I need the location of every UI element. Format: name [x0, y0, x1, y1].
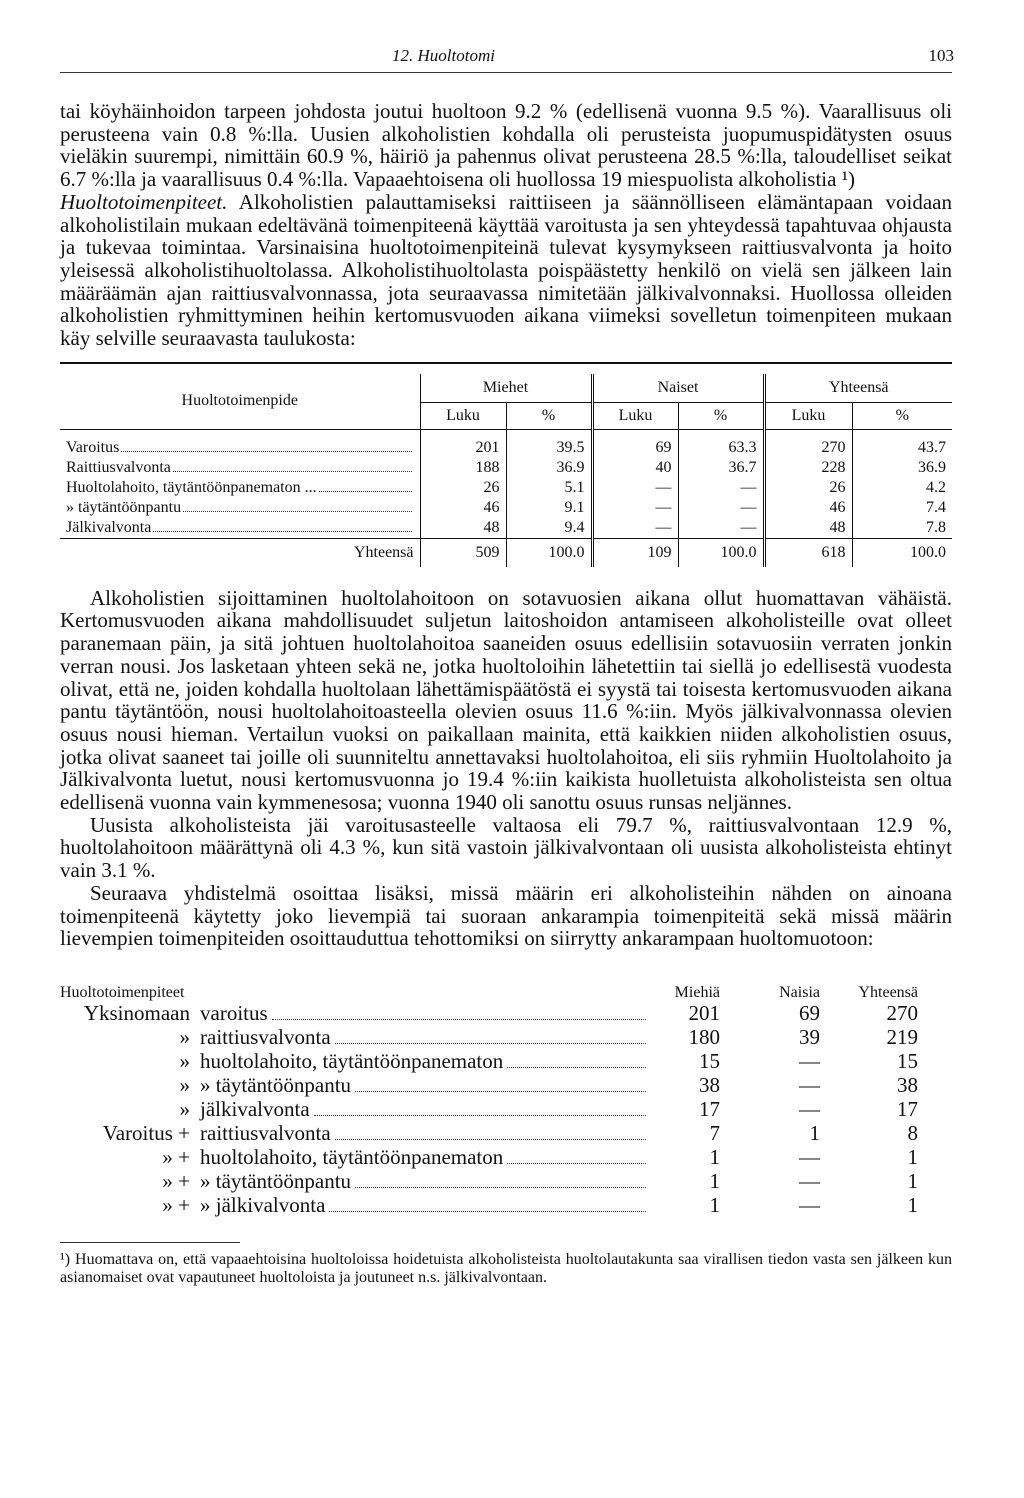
total-count: 46: [764, 498, 852, 518]
summary-col-total: Yhteensä: [858, 983, 918, 1001]
summary-men: 15: [699, 1048, 720, 1073]
women-percent: —: [678, 478, 764, 498]
summary-total: 17: [897, 1096, 918, 1121]
summary-total: 1: [907, 1168, 918, 1193]
summary-women: —: [799, 1096, 820, 1121]
paragraph-5: Seuraava yhdistelmä osoittaa lisäksi, missä määrin eri alkoholisteihin nähden on ainoana toimenpiteenä käytetty joko lievempiä tai suoraan ankarampia toimenpiteitä sekä missä määrin lievempien toimenpiteiden osoittauduttua tehottomiksi on siirrytty ankarampaan huoltomuotoon:: [60, 880, 952, 951]
footnote: ¹) Huomattava on, että vapaaehtoisina huoltoloissa hoidetuista alkoholisteista huoltolautakunta saa virallisen tiedon vasta sen jälkeen kun asianomaiset ovat vapautuneet huoltoloista ja joutuneet n.s. jälkivalvontaan.: [60, 1250, 952, 1286]
summary-row-label: Yksinomaan varoitus: [60, 1001, 652, 1026]
women-count: —: [592, 518, 678, 539]
row-label: » täytäntöönpantu: [60, 498, 420, 518]
summary-men: 7: [709, 1120, 720, 1145]
total-count: 270: [764, 438, 852, 458]
summary-women: 69: [799, 1000, 820, 1025]
summary-table: [60, 976, 952, 1218]
women-percent: 36.7: [678, 458, 764, 478]
men-count: 201: [420, 438, 506, 458]
summary-col-men: Miehiä: [674, 983, 720, 1001]
summary-men: 1: [709, 1192, 720, 1217]
paragraph-4: Uusista alkoholisteista jäi varoitusasteelle valtaosa eli 79.7 %, raittiusvalvontaan 12.9 %, huoltolahoitoon määrättynä oli 4.3 %, kun sitä vastoin jälkivalvontaan oli uusista alkoholisteista ehtinyt vain 3.1 %.: [60, 812, 952, 883]
summary-total: 219: [886, 1024, 918, 1049]
total-label: Yhteensä: [60, 538, 420, 567]
paragraph-2: [60, 191, 952, 350]
women-count: —: [592, 478, 678, 498]
summary-women: —: [799, 1048, 820, 1073]
total-count: 618: [764, 538, 852, 567]
summary-row: [60, 1026, 952, 1050]
summary-row: [60, 1122, 952, 1146]
summary-col-women: Naisia: [779, 983, 820, 1001]
summary-total: 1: [907, 1192, 918, 1217]
subcol-count: Luku: [764, 402, 852, 429]
women-count: —: [592, 498, 678, 518]
summary-row: [60, 1098, 952, 1122]
summary-row-label: » » täytäntöönpantu: [60, 1073, 652, 1098]
summary-total: 8: [907, 1120, 918, 1145]
footnote-rule: [60, 1242, 240, 1243]
summary-row-label: Varoitus + raittiusvalvonta: [60, 1121, 652, 1146]
subcol-percent: %: [506, 402, 592, 429]
subcol-count: Luku: [420, 402, 506, 429]
running-header: [60, 38, 952, 68]
table-row: [60, 438, 952, 458]
subcol-percent: %: [852, 402, 952, 429]
men-percent: 9.1: [506, 498, 592, 518]
total-women-count: 109: [592, 538, 678, 567]
paragraph-2-heading: Huoltotoimenpiteet.: [60, 189, 228, 214]
summary-total: 1: [907, 1144, 918, 1169]
subcol-percent: %: [678, 402, 764, 429]
table-row: [60, 518, 952, 539]
paragraph-3: Alkoholistien sijoittaminen huoltolahoitoon on sotavuosien aikana ollut huomattavan vähäistä. Kertomusvuoden aikana mahdollisuudet suljetun laitoshoidon antamiseen alkoholisteille ovat olleet paranemaan päin, ja sitä johtuen huoltolahoitoa saaneiden osuus edellisiin sotavuosiin verraten jonkin verran nousi. Jos lasketaan yhteen sekä ne, jotka huoltoloihin lähetettiin tai siellä jo edellisestä vuodesta olivat, että ne, joiden kohdalla huoltolaan lähettämispäätöstä ei syystä tai toisesta kertomusvuoden aikana pantu täytäntöön, nousi huoltolahoitoasteella olevien osuus 11.6 %:iin. Myös jälkivalvonnassa olevien osuus nousi hieman. Vertailun vuoksi on paikallaan mainita, että kaikkien niiden alkoholistien osuus, jotka olivat saaneet tai joille oli suunniteltu annettavaksi huoltolahoitoa, eli siis ryhmiin Huoltolahoito ja Jälkivalvonta luetut, nousi kertomusvuonna jo 19.4 %:iin kaikista huolletuista alkoholisteista sen oltua edellisenä vuonna vain kymmenesosa; vuonna 1940 oli sanottu osuus runsas neljännes.: [60, 585, 952, 815]
summary-women: —: [799, 1192, 820, 1217]
summary-women: 1: [809, 1120, 820, 1145]
table-col-label: Huoltotoimenpide: [181, 392, 298, 410]
table-group-total: Yhteensä: [764, 374, 952, 403]
table-row: [60, 478, 952, 498]
women-percent: —: [678, 498, 764, 518]
men-percent: 39.5: [506, 438, 592, 458]
total-count: 26: [764, 478, 852, 498]
summary-row-label: » jälkivalvonta: [60, 1097, 652, 1122]
summary-row: [60, 1074, 952, 1098]
summary-total: 270: [886, 1000, 918, 1025]
paragraph-1: tai köyhäinhoidon tarpeen johdosta joutui huoltoon 9.2 % (edellisenä vuonna 9.5 %). Vaarallisuus oli perusteena vain 0.8 %:lla. Uusien alkoholistien kohdalla oli perusteista juopumuspidätysten osuus vieläkin suurempi, nimittäin 60.9 %, häiriö ja pahennus olivat perusteena 28.5 %:lla, taloudelliset seikat 6.7 %:lla ja vaarallisuus 0.4 %:lla. Vapaaehtoisena oli huollossa 19 miespuolista alkoholistia ¹): [60, 99, 952, 192]
total-percent: 7.4: [852, 498, 952, 518]
page-number: 103: [928, 46, 954, 65]
chapter-title: 12. Huoltotomi: [392, 46, 495, 65]
summary-row-label: » huoltolahoito, täytäntöönpanematon: [60, 1049, 652, 1074]
table-group-men: Miehet: [420, 374, 592, 403]
paragraph-2-text: Alkoholistien palauttamiseksi raittiiseen ja säännölliseen elämäntapaan voidaan alkoholistilain mukaan edeltävänä toimenpiteenä käyttää varoitusta ja sen yhteydessä tapahtuvaa ohjausta ja tukevaa toimintaa. Varsinaisina huoltotoimenpiteinä tulevat kysymykseen raittiusvalvonta ja hoito yleisessä alkoholistihuoltolassa. Alkoholistihuoltolasta poispäästetty henkilö on vielä sen jälkeen lain määräämän ajan raittiusvalvonnassa, jota seuraavassa nimitetään jälkivalvonnaksi. Huollossa olleiden alkoholistien ryhmittyminen heihin kertomusvuoden aikana viimeksi sovelletun toimenpiteen mukaan käy selville seuraavasta taulukosta:: [60, 189, 952, 351]
summary-women: 39: [799, 1024, 820, 1049]
row-label: Raittiusvalvonta: [60, 458, 420, 478]
summary-row-label: » + » täytäntöönpantu: [60, 1169, 652, 1194]
summary-row: [60, 1194, 952, 1218]
men-count: 26: [420, 478, 506, 498]
men-percent: 36.9: [506, 458, 592, 478]
row-label: Huoltolahoito, täytäntöönpanematon ...: [60, 478, 420, 498]
men-count: 46: [420, 498, 506, 518]
summary-women: —: [799, 1144, 820, 1169]
summary-women: —: [799, 1168, 820, 1193]
women-percent: —: [678, 518, 764, 539]
men-count: 188: [420, 458, 506, 478]
summary-col-measures: Huoltotoimenpiteet: [60, 983, 185, 1001]
total-women-percent: 100.0: [678, 538, 764, 567]
total-men-count: 509: [420, 538, 506, 567]
total-percent: 100.0: [852, 538, 952, 567]
header-rule: [60, 72, 952, 73]
total-count: 228: [764, 458, 852, 478]
summary-row-label: » raittiusvalvonta: [60, 1025, 652, 1050]
men-count: 48: [420, 518, 506, 539]
subcol-count: Luku: [592, 402, 678, 429]
summary-men: 201: [688, 1000, 720, 1025]
table-group-women: Naiset: [592, 374, 764, 403]
men-percent: 5.1: [506, 478, 592, 498]
men-percent: 9.4: [506, 518, 592, 539]
table-row: [60, 458, 952, 478]
row-label: Varoitus: [60, 438, 420, 458]
summary-row: [60, 1170, 952, 1194]
summary-row: [60, 1146, 952, 1170]
summary-men: 17: [699, 1096, 720, 1121]
table-row: [60, 498, 952, 518]
summary-men: 180: [688, 1024, 720, 1049]
women-percent: 63.3: [678, 438, 764, 458]
table-measures: [60, 362, 952, 567]
summary-men: 1: [709, 1168, 720, 1193]
total-percent: 4.2: [852, 478, 952, 498]
summary-men: 38: [699, 1072, 720, 1097]
row-label: Jälkivalvonta: [60, 518, 420, 539]
total-percent: 43.7: [852, 438, 952, 458]
total-count: 48: [764, 518, 852, 539]
women-count: 40: [592, 458, 678, 478]
summary-table-header: [60, 976, 952, 1002]
summary-men: 1: [709, 1144, 720, 1169]
summary-row: [60, 1002, 952, 1026]
total-men-percent: 100.0: [506, 538, 592, 567]
summary-row: [60, 1050, 952, 1074]
table-total-row: [60, 538, 952, 567]
summary-total: 15: [897, 1048, 918, 1073]
summary-total: 38: [897, 1072, 918, 1097]
summary-row-label: » + » jälkivalvonta: [60, 1193, 652, 1218]
total-percent: 7.8: [852, 518, 952, 539]
summary-row-label: » + huoltolahoito, täytäntöönpanematon: [60, 1145, 652, 1170]
document-page: [60, 38, 952, 1303]
summary-women: —: [799, 1072, 820, 1097]
women-count: 69: [592, 438, 678, 458]
total-percent: 36.9: [852, 458, 952, 478]
